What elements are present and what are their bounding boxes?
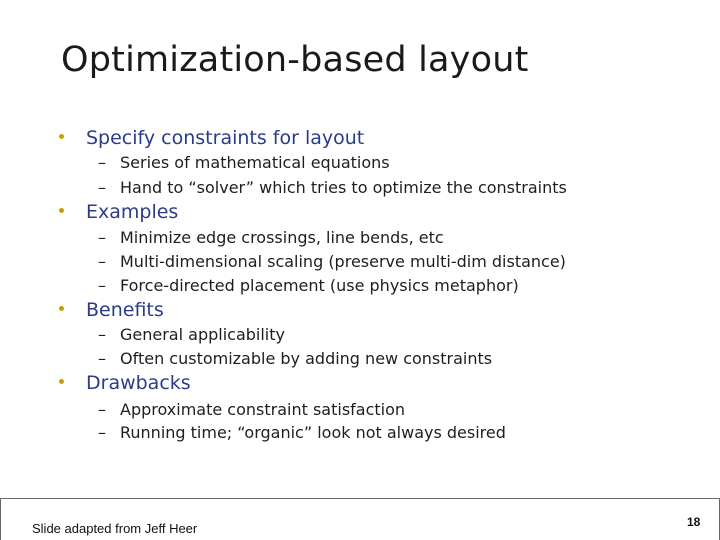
bullet-dot-icon bbox=[59, 379, 64, 384]
bullet-dot-icon bbox=[59, 306, 64, 311]
bullet-dot-icon bbox=[59, 208, 64, 213]
bullet-text: Drawbacks bbox=[86, 372, 191, 394]
sub-bullet: – General applicability bbox=[98, 325, 285, 344]
dash-icon: – bbox=[98, 400, 106, 419]
dash-icon: – bbox=[98, 325, 106, 344]
dash-icon: – bbox=[98, 349, 106, 368]
dash-icon: – bbox=[98, 153, 106, 172]
slide-title: Optimization-based layout bbox=[61, 40, 529, 80]
bullet-specify-constraints bbox=[59, 127, 364, 149]
sub-bullet: – Running time; “organic” look not always desired bbox=[98, 423, 506, 442]
bullet-benefits bbox=[59, 299, 164, 321]
dash-icon: – bbox=[98, 178, 106, 197]
sub-bullet: – Force-directed placement (use physics metaphor) bbox=[98, 276, 519, 295]
dash-icon: – bbox=[98, 276, 106, 295]
dash-icon: – bbox=[98, 228, 106, 247]
sub-bullet: – Series of mathematical equations bbox=[98, 153, 390, 172]
bullet-text: Examples bbox=[86, 201, 179, 223]
sub-bullet: – Multi-dimensional scaling (preserve multi-dim distance) bbox=[98, 252, 566, 271]
sub-bullet: – Minimize edge crossings, line bends, etc bbox=[98, 228, 444, 247]
sub-bullet: – Hand to “solver” which tries to optimize the constraints bbox=[98, 178, 567, 197]
bullet-examples bbox=[59, 201, 178, 223]
bullet-dot-icon bbox=[59, 134, 64, 139]
sub-bullet: – Approximate constraint satisfaction bbox=[98, 400, 406, 419]
dash-icon: – bbox=[98, 423, 106, 442]
bullet-text: Specify constraints for layout bbox=[86, 127, 365, 149]
bullet-drawbacks bbox=[59, 372, 191, 394]
page-number: 18 bbox=[687, 515, 701, 529]
bullet-text: Benefits bbox=[86, 299, 164, 321]
footer-credit: Slide adapted from Jeff Heer bbox=[32, 521, 198, 536]
sub-bullet: – Often customizable by adding new constraints bbox=[98, 349, 493, 368]
dash-icon: – bbox=[98, 252, 106, 271]
